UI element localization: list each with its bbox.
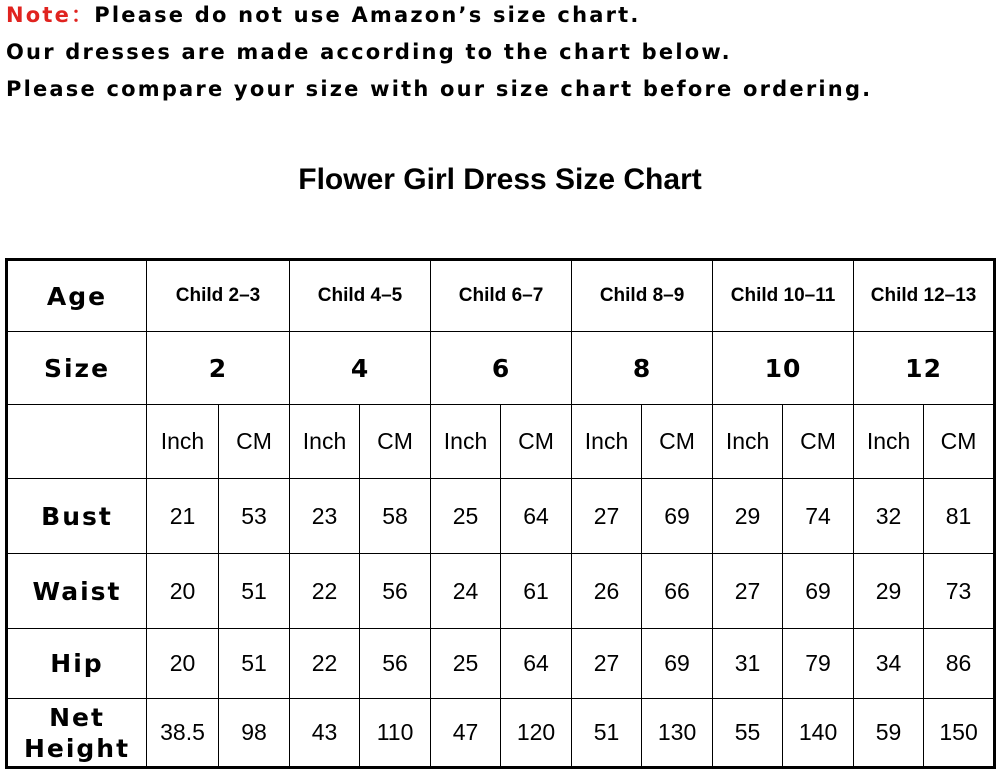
- value-cell: 98: [219, 699, 290, 768]
- measurement-row: [7, 629, 995, 699]
- value-cell: 32: [854, 479, 924, 554]
- value-cell: 22: [290, 554, 360, 629]
- value-cell: 43: [290, 699, 360, 768]
- value-cell: 69: [783, 554, 854, 629]
- value-cell: 34: [854, 629, 924, 699]
- unit-cm-cell: CM: [219, 405, 290, 479]
- age-cell: Child 6–7: [431, 260, 572, 332]
- size-cell: 10: [713, 332, 854, 405]
- unit-inch-cell: Inch: [147, 405, 219, 479]
- value-cell: 59: [854, 699, 924, 768]
- value-cell: 38.5: [147, 699, 219, 768]
- value-cell: 61: [501, 554, 572, 629]
- age-cell: Child 4–5: [290, 260, 431, 332]
- value-cell: 26: [572, 554, 642, 629]
- value-cell: 81: [924, 479, 995, 554]
- value-cell: 64: [501, 479, 572, 554]
- size-label: Size: [7, 332, 147, 405]
- unit-inch-cell: Inch: [713, 405, 783, 479]
- note-text-1: Please do not use Amazon’s size chart.: [94, 3, 641, 27]
- note-line-2: Our dresses are made according to the chart below.: [6, 40, 732, 64]
- measurement-row: [7, 699, 995, 768]
- unit-inch-cell: Inch: [572, 405, 642, 479]
- value-cell: 47: [431, 699, 501, 768]
- value-cell: 25: [431, 479, 501, 554]
- value-cell: 120: [501, 699, 572, 768]
- value-cell: 20: [147, 629, 219, 699]
- value-cell: 51: [219, 554, 290, 629]
- value-cell: 58: [360, 479, 431, 554]
- value-cell: 150: [924, 699, 995, 768]
- unit-row: [7, 405, 995, 479]
- age-row: [7, 260, 995, 332]
- size-cell: 6: [431, 332, 572, 405]
- value-cell: 66: [642, 554, 713, 629]
- value-cell: 31: [713, 629, 783, 699]
- value-cell: 56: [360, 554, 431, 629]
- unit-cm-cell: CM: [501, 405, 572, 479]
- measurement-row: [7, 554, 995, 629]
- age-cell: Child 12–13: [854, 260, 995, 332]
- value-cell: 27: [572, 629, 642, 699]
- value-cell: 29: [854, 554, 924, 629]
- value-cell: 79: [783, 629, 854, 699]
- empty-cell: [7, 405, 147, 479]
- value-cell: 110: [360, 699, 431, 768]
- age-cell: Child 8–9: [572, 260, 713, 332]
- age-label: Age: [7, 260, 147, 332]
- value-cell: 55: [713, 699, 783, 768]
- value-cell: 69: [642, 629, 713, 699]
- value-cell: 51: [219, 629, 290, 699]
- unit-cm-cell: CM: [360, 405, 431, 479]
- unit-inch-cell: Inch: [431, 405, 501, 479]
- unit-inch-cell: Inch: [290, 405, 360, 479]
- measurement-label: Bust: [7, 479, 147, 554]
- unit-cm-cell: CM: [924, 405, 995, 479]
- size-row: [7, 332, 995, 405]
- value-cell: 69: [642, 479, 713, 554]
- value-cell: 25: [431, 629, 501, 699]
- value-cell: 27: [713, 554, 783, 629]
- measurement-label: Net Height: [7, 699, 147, 768]
- value-cell: 73: [924, 554, 995, 629]
- size-cell: 8: [572, 332, 713, 405]
- value-cell: 51: [572, 699, 642, 768]
- unit-inch-cell: Inch: [854, 405, 924, 479]
- value-cell: 74: [783, 479, 854, 554]
- size-cell: 2: [147, 332, 290, 405]
- value-cell: 130: [642, 699, 713, 768]
- note-line-3: Please compare your size with our size chart before ordering.: [6, 77, 873, 101]
- value-cell: 22: [290, 629, 360, 699]
- chart-title: Flower Girl Dress Size Chart: [298, 163, 702, 196]
- measurement-row: [7, 479, 995, 554]
- value-cell: 56: [360, 629, 431, 699]
- unit-cm-cell: CM: [783, 405, 854, 479]
- measurement-label: Hip: [7, 629, 147, 699]
- unit-cm-cell: CM: [642, 405, 713, 479]
- size-cell: 12: [854, 332, 995, 405]
- value-cell: 86: [924, 629, 995, 699]
- value-cell: 64: [501, 629, 572, 699]
- age-cell: Child 2–3: [147, 260, 290, 332]
- note-line-1: [6, 0, 872, 37]
- value-cell: 140: [783, 699, 854, 768]
- notes-block: [6, 0, 872, 111]
- value-cell: 53: [219, 479, 290, 554]
- value-cell: 24: [431, 554, 501, 629]
- value-cell: 23: [290, 479, 360, 554]
- value-cell: 27: [572, 479, 642, 554]
- age-cell: Child 10–11: [713, 260, 854, 332]
- measurement-label: Waist: [7, 554, 147, 629]
- note-label: Note：: [6, 3, 95, 27]
- value-cell: 21: [147, 479, 219, 554]
- value-cell: 29: [713, 479, 783, 554]
- size-chart-table: [5, 258, 996, 769]
- table-body: [7, 260, 995, 768]
- value-cell: 20: [147, 554, 219, 629]
- size-cell: 4: [290, 332, 431, 405]
